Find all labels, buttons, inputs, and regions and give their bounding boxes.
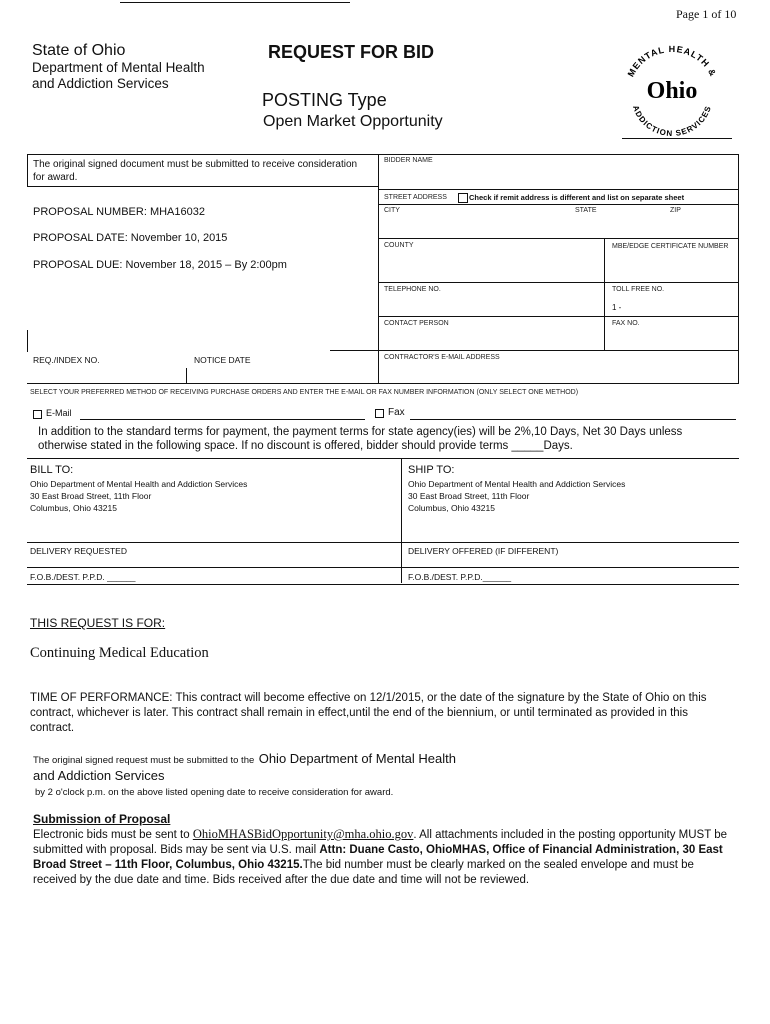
submit-note [33,750,733,768]
ship-to-label: SHIP TO: [408,464,455,476]
submit-note-prefix: The original signed request must be submitted to the [33,755,255,766]
bill-to-address [30,478,247,514]
svg-text:MENTAL HEALTH & [626,44,719,78]
payment-terms-line2: otherwise stated in the following space. If no discount is offered, bidder should provide terms _____Days. [38,440,573,452]
street-address-label: STREET ADDRESS [384,194,447,201]
city-label: CITY [384,207,400,214]
delivery-bottom-line [27,584,739,585]
submission-heading: Submission of Proposal [33,812,171,826]
posting-type-value: Open Market Opportunity [263,113,443,130]
seal-center-text: Ohio [646,78,698,104]
ohio-mhas-seal-logo [612,40,732,140]
submission-mail-address: Attn: Duane Casto, OhioMHAS, Office of Financial Administration, 30 East Broad Street – 11th Floor, Columbus, Ohio 43215. [33,844,723,871]
bill-to-line3: Columbus, Ohio 43215 [30,503,117,513]
original-document-note: The original signed document must be submitted to receive consideration for award. [33,159,358,183]
time-of-performance [30,691,732,736]
fax-no-label: FAX NO. [612,320,640,327]
fax-method-checkbox[interactable] [375,409,384,418]
page-title: REQUEST FOR BID [268,42,435,62]
form-left-border-bottom [27,330,28,352]
agency-state: State of Ohio [32,42,126,59]
svg-text:ADDICTION SERVICES [631,104,713,138]
request-for-value: Continuing Medical Education [30,645,209,661]
payment-bottom-line [27,458,739,459]
contractor-email-label: CONTRACTOR'S E-MAIL ADDRESS [384,354,500,361]
street-bottom [378,204,739,205]
ship-to-line3: Columbus, Ohio 43215 [408,503,495,513]
form-note-bottom [27,186,379,187]
submission-p2: . All attachments included in the posting opportunity MUST be submitted with proposal. Bids may be sent via U.S. mail [33,829,728,856]
submit-note-dept1: Ohio Department of Mental Health [258,751,456,766]
telephone-bottom [378,316,739,317]
remit-address-checkbox[interactable] [458,193,468,203]
fax-method-label: Fax [388,407,405,418]
posting-type-label: POSTING Type [262,90,387,110]
remit-address-note: Check if remit address is different and list on separate sheet [469,193,685,202]
zip-label: ZIP [670,207,681,214]
method-instruction: SELECT YOUR PREFERRED METHOD OF RECEIVING PURCHASE ORDERS AND ENTER THE E-MAIL OR FAX NUMBER INFORMATION (ONLY SELECT ONE METHOD) [30,389,579,396]
submission-p1: Electronic bids must be sent to [33,829,190,841]
proposal-number: PROPOSAL NUMBER: MHA16032 [33,206,205,218]
fax-entry-line[interactable] [410,419,736,420]
email-bottom [378,383,739,384]
right-inner-divider [604,238,605,350]
contact-bottom [378,350,739,351]
toll-free-prefix: 1 - [612,303,622,312]
fob-right: F.O.B./DEST. P.P.D.______ [408,572,512,582]
bidder-name-label: BIDDER NAME [384,157,433,164]
proposal-date: PROPOSAL DATE: November 10, 2015 [33,232,228,244]
time-of-performance-label: TIME OF PERFORMANCE: [30,692,173,704]
time-of-performance-text: This contract will become effective on 12/1/2015, or the date of the signature by the State of Ohio on this contract, whichever is later. This contract shall remain in effect,until the end of the biennium, or until terminated as provided in this contract. [30,692,707,734]
fob-left: F.O.B./DEST. P.P.D. ______ [30,572,136,582]
bidder-name-bottom [378,189,739,190]
county-label: COUNTY [384,242,414,249]
req-index-label: REQ./INDEX NO. [33,355,100,365]
page-number: Page 1 of 10 [676,7,737,21]
delivery-mid-line [27,567,739,568]
delivery-offered-label: DELIVERY OFFERED (IF DIFFERENT) [408,546,559,556]
form-left-border-top [27,154,28,186]
state-label: STATE [575,207,597,214]
payment-terms-line1: In addition to the standard terms for payment, the payment terms for state agency(ies) will be 2%,10 Days, Net 30 Days unless [38,426,683,438]
bill-to-label: BILL TO: [30,464,74,476]
left-bottom-line [27,383,379,384]
proposal-due: PROPOSAL DUE: November 18, 2015 – By 2:00pm [33,259,287,271]
email-method-label: E-Mail [46,408,72,418]
county-bottom [378,282,739,283]
bill-to-line2: 30 East Broad Street, 11th Floor [30,491,152,501]
telephone-label: TELEPHONE NO. [384,286,441,293]
submission-body [33,827,733,888]
request-for-heading: THIS REQUEST IS FOR: [30,616,166,630]
bill-ship-divider [401,458,402,583]
bill-to-line1: Ohio Department of Mental Health and Addiction Services [30,479,248,489]
notice-date-label: NOTICE DATE [194,355,251,365]
seal-underline [622,138,732,139]
ship-to-line2: 30 East Broad Street, 11th Floor [408,491,530,501]
seal-top-arc: MENTAL HEALTH & [625,43,719,79]
toll-free-label: TOLL FREE NO. [612,286,665,293]
submission-email-link[interactable]: OhioMHASBidOpportunity@mha.ohio.gov [192,827,414,841]
agency-block [32,42,205,92]
seal-bottom-arc: ADDICTION SERVICES [630,104,714,139]
delivery-top-line [27,542,739,543]
top-rule [120,2,350,3]
submission-p3: The bid number must be clearly marked on the sealed envelope and must be received by the due date and time. Bids received after the due date and time will not be reviewed. [33,859,694,886]
agency-dept-line2: and Addiction Services [32,76,169,91]
submit-note-suffix: by 2 o'clock p.m. on the above listed opening date to receive consideration for award. [35,787,394,798]
contact-person-label: CONTACT PERSON [384,320,449,327]
left-short-line [330,350,378,351]
delivery-requested-label: DELIVERY REQUESTED [30,546,127,556]
email-entry-line[interactable] [80,419,365,420]
ship-to-line1: Ohio Department of Mental Health and Addiction Services [408,479,626,489]
submit-note-dept2: and Addiction Services [33,768,165,783]
agency-dept-line1: Department of Mental Health [32,60,205,75]
ship-to-address [408,478,625,514]
form-top-border [27,154,739,155]
mbe-certificate-label: MBE/EDGE CERTIFICATE NUMBER [612,243,729,250]
city-bottom [378,238,739,239]
email-method-checkbox[interactable] [33,410,42,419]
req-notice-divider [186,368,187,384]
